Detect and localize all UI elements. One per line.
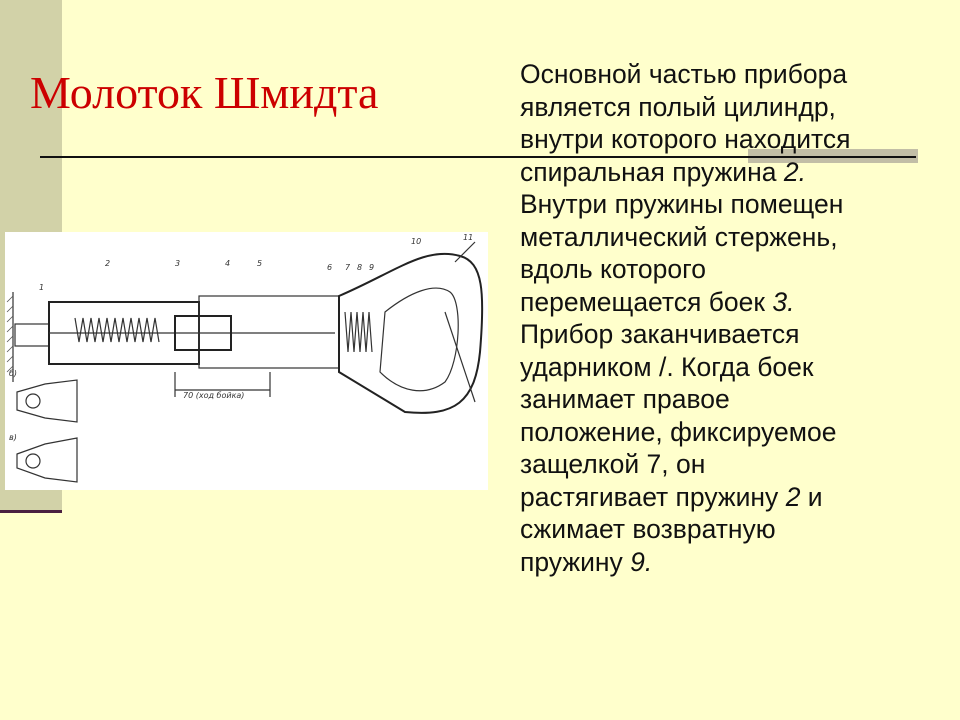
text-line: является полый цилиндр, bbox=[520, 91, 836, 122]
text-ref-2b: 2 bbox=[785, 481, 801, 512]
schmidt-hammer-drawing bbox=[5, 232, 488, 490]
spring-9 bbox=[345, 312, 372, 352]
text-ref-2: 2. bbox=[783, 156, 806, 187]
text-line: занимает правое bbox=[520, 384, 730, 414]
text-line: вдоль которого bbox=[520, 254, 706, 284]
part-label-11: 11 bbox=[463, 233, 474, 242]
part-label-7: 7 bbox=[345, 263, 351, 272]
text-line: ударником /. Когда боек bbox=[520, 351, 814, 382]
lever-rod bbox=[445, 312, 475, 402]
part-label-3: 3 bbox=[175, 259, 181, 268]
part-label-9: 9 bbox=[369, 263, 375, 272]
part-label-6: 6 bbox=[327, 263, 333, 272]
text-line: Основной частью прибора bbox=[520, 59, 848, 89]
handle-opening bbox=[380, 288, 458, 391]
part-label-1: 1 bbox=[39, 283, 45, 292]
view-v-ball bbox=[26, 454, 40, 468]
text-line: металлический стержень, bbox=[520, 221, 838, 252]
spring-2 bbox=[75, 318, 159, 342]
part-label-4: 4 bbox=[225, 259, 231, 268]
text-line: Прибор заканчивается bbox=[520, 319, 800, 349]
view-label-v: в) bbox=[9, 433, 17, 442]
part-label-10: 10 bbox=[411, 237, 422, 246]
view-b-ball bbox=[26, 394, 40, 408]
left-bar-divider bbox=[0, 510, 62, 513]
housing bbox=[199, 296, 339, 368]
description-text bbox=[520, 58, 940, 578]
part-label-8: 8 bbox=[357, 263, 363, 272]
plunger bbox=[15, 324, 49, 346]
text-line: спиральная пружина bbox=[520, 156, 784, 187]
technical-diagram bbox=[5, 232, 488, 490]
text-line: положение, фиксируемое bbox=[520, 416, 837, 447]
text-line: перемещается боек bbox=[520, 286, 773, 317]
text-line: внутри которого находится bbox=[520, 124, 851, 154]
slide-title: Молоток Шмидта bbox=[30, 67, 379, 118]
handle bbox=[339, 254, 482, 413]
text-line: растягивает пружину bbox=[520, 481, 786, 512]
stroke-label: 70 (ход бойка) bbox=[183, 391, 245, 400]
text-line: пружину bbox=[520, 546, 631, 577]
text-ref-3: 3. bbox=[772, 286, 795, 317]
text-line: защелкой 7, он bbox=[520, 449, 706, 479]
text-line: и bbox=[800, 481, 823, 512]
text-line: Внутри пружины помещен bbox=[520, 189, 844, 219]
view-label-b: б) bbox=[9, 369, 18, 378]
text-line: сжимает возвратную bbox=[520, 514, 776, 544]
wall-hatch bbox=[7, 296, 13, 372]
text-ref-9: 9. bbox=[630, 546, 653, 577]
part-label-2: 2 bbox=[105, 259, 111, 268]
part-label-5: 5 bbox=[257, 259, 263, 268]
